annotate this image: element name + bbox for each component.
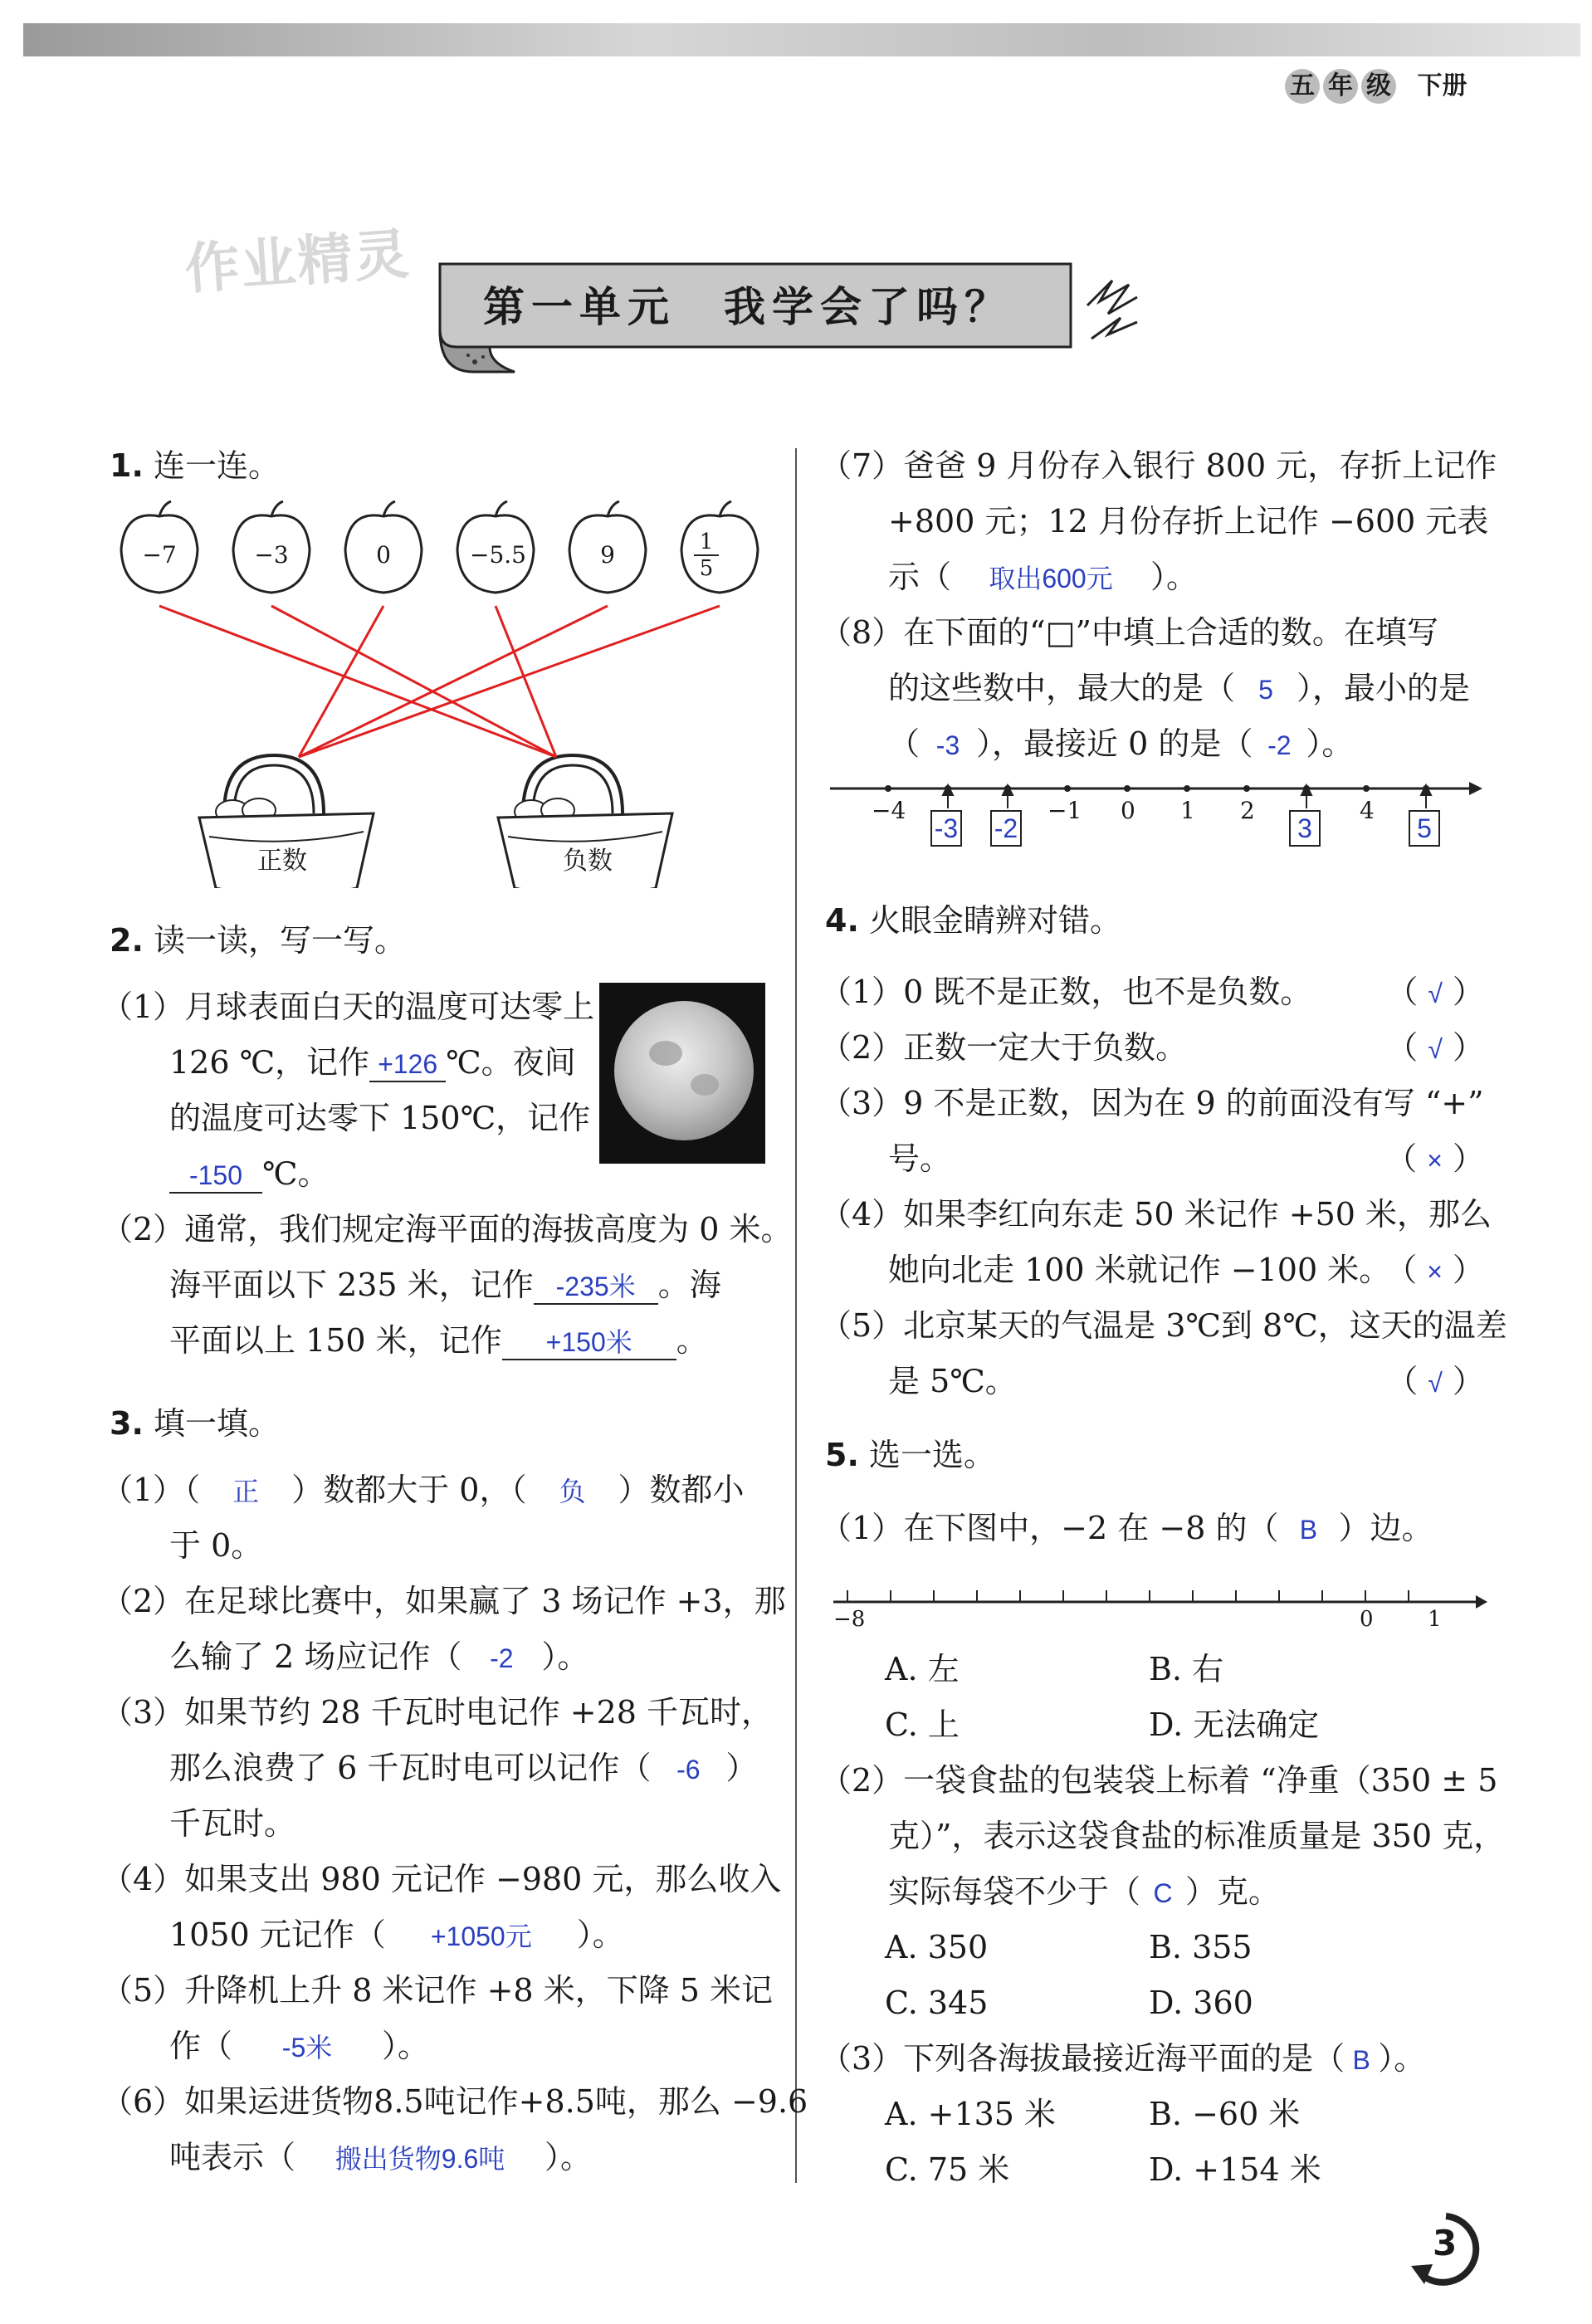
answer-paren: -2: [1267, 730, 1292, 760]
q4-item: （5）北京某天的气温是 3℃到 8℃，这天的温差: [820, 1307, 1507, 1344]
match-lines: [159, 606, 720, 757]
apple-label: −3: [254, 541, 289, 569]
numberline-tick-label: 4: [1360, 797, 1375, 824]
q4-item: （2）正数一定大于负数。 （ √ ）: [820, 1029, 1484, 1066]
banner-title: 第一单元 我学会了吗？: [483, 283, 1013, 331]
answer-paren: C: [1153, 1878, 1173, 1908]
q3-p7-line1: （7）爸爸 9 月份存入银行 800 元，存折上记作: [820, 447, 1497, 484]
q3-p7-line3: 示（ 取出600元 ）。: [888, 549, 1198, 607]
choice-option: D. 360: [1149, 1985, 1253, 2021]
q3-p8-line3: （ -3 ），最接近 0 的是（ -2 ）。: [888, 716, 1353, 774]
q5-title: 5. 选一选。: [825, 1437, 995, 1473]
judge-answer: ×: [1427, 1145, 1443, 1175]
q4-item-cont: 号。 （ × ）: [888, 1140, 1484, 1177]
q3-p6-line2: 吨表示（ 搬出货物9.6吨 ）。: [169, 2130, 592, 2187]
apple-label: 9: [600, 541, 615, 569]
column-divider: [795, 448, 797, 2183]
numberline-tick-label: 1: [1180, 797, 1195, 824]
answer-paren: 搬出货物9.6吨: [335, 2144, 505, 2174]
q1-matching-figure: [108, 498, 772, 888]
answer-paren: B: [1299, 1515, 1318, 1545]
answer-blank: -150: [169, 1159, 262, 1194]
q4-title: 4. 火眼金睛辨对错。: [825, 902, 1121, 939]
choice-option: B. −60 米: [1149, 2096, 1301, 2132]
basket-label: 正数: [257, 847, 307, 876]
q3-p2-line1: （2）在足球比赛中，如果赢了 3 场记作 +3，那: [101, 1583, 786, 1619]
judge-answer: √: [1428, 979, 1443, 1008]
q5-p2-line1: （2）一袋食盐的包装袋上标着 “净重（350 ± 5: [820, 1762, 1498, 1799]
choice-option: C. 345: [885, 1985, 989, 2021]
choice-option: A. 左: [885, 1651, 960, 1687]
q3-p3-line3: 千瓦时。: [169, 1805, 296, 1842]
answer-paren: 正: [232, 1477, 260, 1506]
answer-paren: 5: [1258, 675, 1273, 705]
q3-p7-line2: +800 元；12 月份存折上记作 −600 元表: [888, 503, 1489, 540]
choice-option: D. +154 米: [1149, 2151, 1321, 2188]
numberline-tick-label: 0: [1360, 1607, 1374, 1632]
grade-label: [1285, 65, 1467, 104]
q2-p1-line2: 126 ℃，记作 +126 ℃。夜间: [169, 1044, 576, 1081]
q3-title: 3. 填一填。: [110, 1405, 280, 1442]
q4-item: （4）如果李红向东走 50 米记作 +50 米，那么: [820, 1196, 1492, 1233]
judge-answer: √: [1428, 1368, 1443, 1398]
q3-p5-line1: （5）升降机上升 8 米记作 +8 米，下降 5 米记: [101, 1972, 774, 2009]
answer-paren: 取出600元: [989, 564, 1113, 593]
answer-paren: B: [1352, 2045, 1370, 2075]
q3-p1-line2: 于 0。: [169, 1527, 263, 1564]
q3-p2-line2: 么输了 2 场应记作（ -2 ）。: [169, 1629, 588, 1687]
grade-char: 级: [1361, 69, 1396, 104]
q4-item-cont: 是 5℃。 （ √ ）: [888, 1363, 1484, 1399]
apple-fraction: [694, 530, 719, 581]
answer-paren: -2: [490, 1643, 514, 1673]
q5-p2-line3: 实际每袋不少于（ C ）克。: [888, 1864, 1280, 1921]
choice-option: B. 右: [1149, 1651, 1224, 1687]
q3-p8-line1: （8）在下面的“□”中填上合适的数。在填写: [820, 614, 1438, 651]
q3-p4-line1: （4）如果支出 980 元记作 −980 元，那么收入: [101, 1861, 782, 1897]
numberline-tick-label: −4: [872, 797, 906, 824]
q3-p8-line2: 的这些数中，最大的是（ 5 ），最小的是: [888, 661, 1470, 718]
q2-title: 2. 读一读，写一写。: [110, 922, 406, 959]
choice-option: A. +135 米: [885, 2096, 1057, 2132]
q2-p2-line3: 平面以上 150 米，记作 +150米 。: [169, 1322, 708, 1359]
numberline-answer-box: 3: [1289, 810, 1321, 847]
fraction-numerator: 1: [694, 530, 719, 556]
numberline-tick-label: 2: [1240, 797, 1255, 824]
numberline-tick-label: 1: [1428, 1607, 1442, 1632]
q3-p5-line2: 作（ -5米 ）。: [169, 2019, 429, 2076]
basket-label: 负数: [563, 847, 613, 876]
number-line-2: [827, 1585, 1491, 1627]
answer-paren: 负: [559, 1477, 586, 1506]
q2-p2-line1: （2）通常，我们规定海平面的海拔高度为 0 米。: [101, 1211, 793, 1247]
choice-option: A. 350: [885, 1929, 989, 1965]
watermark: 作业精灵: [183, 222, 413, 302]
q3-p1-line1: （1）（ 正 ）数都大于 0，（ 负 ）数都小: [101, 1462, 744, 1520]
numberline-tick-label: −8: [833, 1607, 866, 1632]
apple-label: −5.5: [470, 541, 526, 569]
judge-answer: ×: [1427, 1257, 1443, 1286]
apple-label: −7: [142, 541, 177, 569]
choice-option: D. 无法确定: [1149, 1706, 1320, 1743]
answer-paren: +1050元: [430, 1921, 532, 1951]
answer-blank: +126: [369, 1047, 446, 1082]
q5-p1-line1: （1）在下图中，−2 在 −8 的（ B ）边。: [820, 1501, 1433, 1558]
grade-char: 五: [1285, 69, 1320, 104]
number-line-1: [822, 772, 1486, 872]
volume-label: 下册: [1417, 71, 1467, 100]
answer-paren: -6: [676, 1755, 701, 1784]
q3-p6-line1: （6）如果运进货物8.5吨记作+8.5吨，那么 −9.6: [101, 2083, 808, 2120]
q3-p4-line2: 1050 元记作（ +1050元 ）。: [169, 1907, 624, 1965]
q4-item: （1）0 既不是正数，也不是负数。 （ √ ）: [820, 974, 1484, 1010]
moon-image: [599, 983, 765, 1164]
fraction-denominator: 5: [699, 556, 714, 581]
grade-char: 年: [1323, 69, 1358, 104]
q3-p3-line2: 那么浪费了 6 千瓦时电可以记作（ -6 ）: [169, 1741, 757, 1798]
numberline-answer-box: -3: [930, 810, 962, 847]
answer-blank: -235米: [534, 1270, 658, 1305]
numberline-tick-label: 0: [1121, 797, 1135, 824]
choice-option: C. 75 米: [885, 2151, 1010, 2188]
numberline-answer-box: -2: [990, 810, 1022, 847]
q3-p3-line1: （3）如果节约 28 千瓦时电记作 +28 千瓦时，: [101, 1694, 774, 1731]
q2-p2-line2: 海平面以下 235 米，记作 -235米 。海: [169, 1267, 721, 1303]
header-bar: [23, 23, 1580, 56]
q2-p1-line4: -150 ℃。: [169, 1146, 330, 1202]
answer-blank: +150米: [502, 1326, 676, 1360]
answer-paren: -3: [935, 730, 960, 760]
answer-paren: -5米: [281, 2033, 333, 2063]
q4-item-cont: 她向北走 100 米就记作 −100 米。 （ × ）: [888, 1252, 1484, 1288]
q5-p2-line2: 克）”，表示这袋食盐的标准质量是 350 克，: [888, 1818, 1506, 1854]
q5-p3-line1: （3）下列各海拔最接近海平面的是（ B ）。: [820, 2031, 1425, 2088]
q1-title: 1. 连一连。: [110, 447, 280, 484]
choice-option: B. 355: [1149, 1929, 1253, 1965]
q4-item: （3）9 不是正数，因为在 9 的前面没有写 “+”: [820, 1085, 1484, 1121]
q2-p1-line1: （1）月球表面白天的温度可达零上: [101, 989, 595, 1025]
apple-label: 0: [376, 541, 391, 569]
numberline-tick-label: −1: [1047, 797, 1082, 824]
numberline-answer-box: 5: [1409, 810, 1440, 847]
choice-option: C. 上: [885, 1706, 960, 1743]
judge-answer: √: [1428, 1034, 1443, 1064]
page-number: 3: [1433, 2223, 1458, 2263]
q2-p1-line3: 的温度可达零下 150℃，记作: [169, 1100, 591, 1136]
apple-icon: [681, 501, 758, 593]
